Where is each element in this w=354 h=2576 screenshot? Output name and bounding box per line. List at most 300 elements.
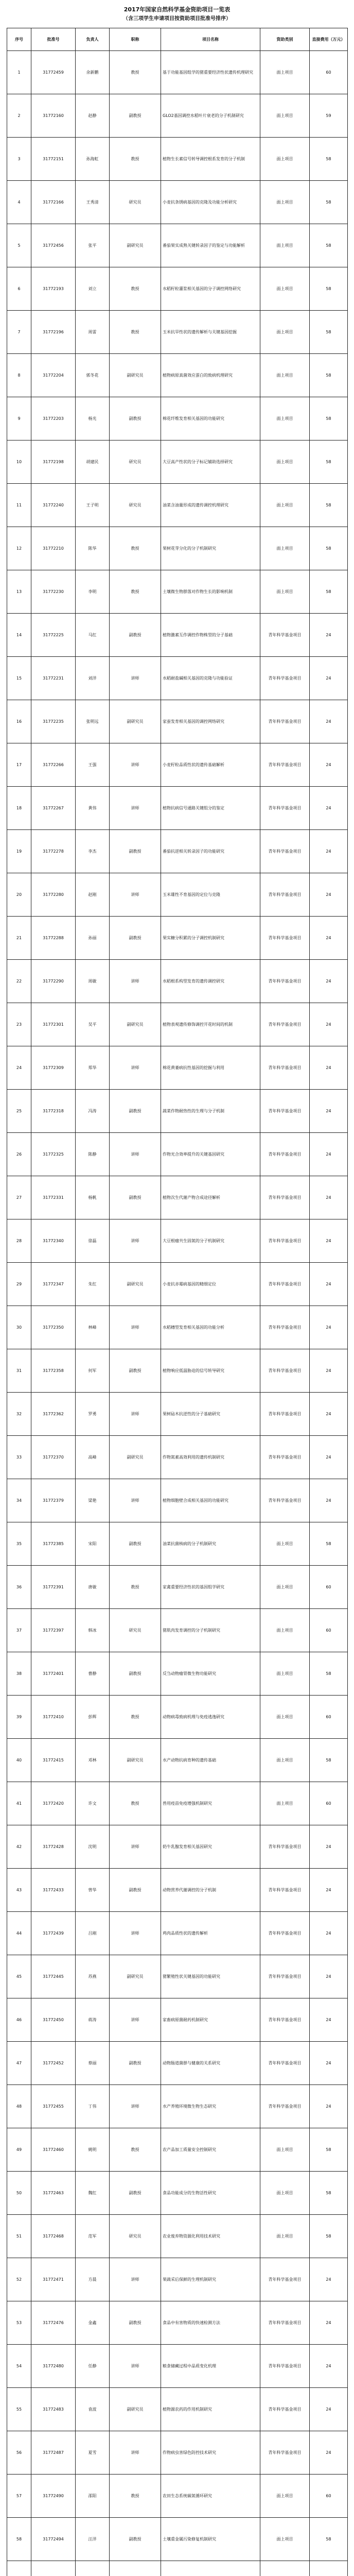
cell-title: 讲师 xyxy=(110,2345,161,2388)
cell-seq: 40 xyxy=(7,1739,31,1782)
cell-name: 蔡丽 xyxy=(76,2042,110,2085)
cell-title: 教授 xyxy=(110,2128,161,2172)
cell-project: 植物病原真菌效应蛋白的致病机理研究 xyxy=(161,354,260,397)
cell-seq: 22 xyxy=(7,960,31,1003)
cell-seq: 53 xyxy=(7,2301,31,2345)
cell-code: 31772362 xyxy=(31,1393,76,1436)
cell-category: 面上项目 xyxy=(260,181,310,224)
table-row xyxy=(7,1912,348,1955)
cell-seq: 30 xyxy=(7,1306,31,1349)
cell-category: 青年科学基金项目 xyxy=(260,1306,310,1349)
cell-project: GLO2基因调控水稻叶片衰老的分子机制研究 xyxy=(161,94,260,138)
table-header-row xyxy=(7,28,348,51)
cell-title: 教授 xyxy=(110,570,161,614)
header-category: 资助类别 xyxy=(260,28,310,51)
cell-project: 油菜抗菌核病的分子机制研究 xyxy=(161,1522,260,1566)
table-row xyxy=(7,1479,348,1522)
cell-funding: 58 xyxy=(310,2518,348,2561)
cell-category: 面上项目 xyxy=(260,138,310,181)
cell-project: 猪繁殖性状关键基因的功能研究 xyxy=(161,1955,260,1998)
cell-title: 副教授 xyxy=(110,2042,161,2085)
cell-code: 31772483 xyxy=(31,2388,76,2431)
cell-seq: 49 xyxy=(7,2128,31,2172)
table-row xyxy=(7,2475,348,2518)
cell-name: 刘洋 xyxy=(76,657,110,700)
cell-funding: 24 xyxy=(310,830,348,873)
cell-seq: 33 xyxy=(7,1436,31,1479)
cell-name: 李明 xyxy=(76,570,110,614)
cell-code: 31772450 xyxy=(31,1998,76,2042)
cell-seq: 26 xyxy=(7,1133,31,1176)
cell-seq: 55 xyxy=(7,2388,31,2431)
table-row xyxy=(7,1046,348,1090)
cell-funding: 58 xyxy=(310,181,348,224)
cell-title: 讲师 xyxy=(110,1393,161,1436)
cell-title: 讲师 xyxy=(110,2085,161,2128)
cell-project: 油菜含油量形成的遗传调控机理研究 xyxy=(161,484,260,527)
table-row xyxy=(7,1652,348,1696)
cell-category: 青年科学基金项目 xyxy=(260,1479,310,1522)
cell-category: 面上项目 xyxy=(260,2215,310,2258)
cell-code: 31772240 xyxy=(31,484,76,527)
cell-code: 31772379 xyxy=(31,1479,76,1522)
cell-project: 果树砧木抗逆性的分子基础研究 xyxy=(161,1393,260,1436)
cell-name: 李杰 xyxy=(76,830,110,873)
cell-name: 马红 xyxy=(76,614,110,657)
cell-category: 面上项目 xyxy=(260,2128,310,2172)
cell-project: 番茄果实成熟关键转录因子的鉴定与功能解析 xyxy=(161,224,260,267)
table-row xyxy=(7,1782,348,1825)
cell-seq: 47 xyxy=(7,2042,31,2085)
cell-funding: 24 xyxy=(310,2345,348,2388)
cell-name: 许文 xyxy=(76,1782,110,1825)
cell-seq: 20 xyxy=(7,873,31,917)
cell-title: 讲师 xyxy=(110,1912,161,1955)
cell-funding: 58 xyxy=(310,2128,348,2172)
cell-title: 副教授 xyxy=(110,2172,161,2215)
cell-funding: 60 xyxy=(310,51,348,94)
table-row xyxy=(7,484,348,527)
table-row xyxy=(7,1436,348,1479)
cell-title: 研究员 xyxy=(110,1609,161,1652)
table-row xyxy=(7,1176,348,1219)
table-row xyxy=(7,1869,348,1912)
cell-code: 31772439 xyxy=(31,1912,76,1955)
cell-funding: 24 xyxy=(310,700,348,743)
cell-name: 赵静 xyxy=(76,94,110,138)
cell-project: 作物光合效率提升的关键基因研究 xyxy=(161,1133,260,1176)
cell-name: 曹静 xyxy=(76,1652,110,1696)
cell-project: 家蚕发育相关基因的调控网络研究 xyxy=(161,700,260,743)
cell-name: 刘立 xyxy=(76,267,110,311)
cell-name: 杨光 xyxy=(76,397,110,440)
cell-funding: 24 xyxy=(310,1046,348,1090)
cell-category: 青年科学基金项目 xyxy=(260,1869,310,1912)
cell-name: 王子明 xyxy=(76,484,110,527)
cell-seq: 4 xyxy=(7,181,31,224)
cell-name: 苏燕 xyxy=(76,1955,110,1998)
cell-title: 讲师 xyxy=(110,657,161,700)
cell-project: 基于功能基因组学的猪重要经济性状遗传机理研究 xyxy=(161,51,260,94)
cell-funding: 60 xyxy=(310,2475,348,2518)
cell-category: 面上项目 xyxy=(260,2172,310,2215)
cell-seq: 39 xyxy=(7,1696,31,1739)
cell-category: 青年科学基金项目 xyxy=(260,657,310,700)
cell-name: 韩冰 xyxy=(76,1609,110,1652)
cell-seq: 41 xyxy=(7,1782,31,1825)
cell-code: 31772196 xyxy=(31,311,76,354)
cell-seq: 15 xyxy=(7,657,31,700)
cell-title: 副教授 xyxy=(110,2518,161,2561)
cell-funding: 24 xyxy=(310,787,348,830)
cell-funding: 24 xyxy=(310,917,348,960)
cell-name: 罗勇 xyxy=(76,1393,110,1436)
cell-name: 魏红 xyxy=(76,2172,110,2215)
table-row xyxy=(7,1696,348,1739)
cell-project: 食品功能成分的生物活性研究 xyxy=(161,2172,260,2215)
header-title: 职称 xyxy=(110,28,161,51)
cell-code: 31772410 xyxy=(31,1696,76,1739)
cell-title: 副教授 xyxy=(110,614,161,657)
cell-funding: 58 xyxy=(310,570,348,614)
cell-title: 副研究员 xyxy=(110,354,161,397)
cell-funding: 24 xyxy=(310,1219,348,1263)
cell-category: 青年科学基金项目 xyxy=(260,960,310,1003)
cell-title: 副教授 xyxy=(110,1522,161,1566)
cell-title: 副教授 xyxy=(110,1349,161,1393)
cell-name: 吴平 xyxy=(76,1003,110,1046)
cell-seq: 48 xyxy=(7,2085,31,2128)
cell-title: 副研究员 xyxy=(110,700,161,743)
table-row xyxy=(7,2345,348,2388)
table-row xyxy=(7,1133,348,1176)
cell-seq: 5 xyxy=(7,224,31,267)
cell-title: 副教授 xyxy=(110,1869,161,1912)
cell-title: 讲师 xyxy=(110,1998,161,2042)
cell-title: 讲师 xyxy=(110,1825,161,1869)
cell-seq: 21 xyxy=(7,917,31,960)
cell-seq: 14 xyxy=(7,614,31,657)
cell-code: 31772428 xyxy=(31,1825,76,1869)
table-row xyxy=(7,2085,348,2128)
cell-code: 31772266 xyxy=(31,743,76,787)
table-row xyxy=(7,2388,348,2431)
cell-funding: 60 xyxy=(310,1609,348,1652)
table-row xyxy=(7,440,348,484)
cell-category: 面上项目 xyxy=(260,311,310,354)
cell-funding: 58 xyxy=(310,224,348,267)
cell-category: 青年科学基金项目 xyxy=(260,1955,310,1998)
cell-title: 讲师 xyxy=(110,873,161,917)
cell-project: 植物细胞壁合成相关基因的功能研究 xyxy=(161,1479,260,1522)
cell-seq: 7 xyxy=(7,311,31,354)
cell-code: 31772166 xyxy=(31,181,76,224)
cell-name: 王秀清 xyxy=(76,181,110,224)
cell-category: 面上项目 xyxy=(260,1782,310,1825)
cell-title: 教授 xyxy=(110,2475,161,2518)
cell-funding: 24 xyxy=(310,960,348,1003)
cell-seq: 43 xyxy=(7,1869,31,1912)
cell-project: 植物生长素信号转导调控根系发育的分子机制 xyxy=(161,138,260,181)
cell-seq: 38 xyxy=(7,1652,31,1696)
cell-seq xyxy=(7,2561,31,2576)
cell-category: 面上项目 xyxy=(260,2475,310,2518)
cell-title: 讲师 xyxy=(110,1133,161,1176)
cell-name: 任静 xyxy=(76,2345,110,2388)
cell-seq: 54 xyxy=(7,2345,31,2388)
cell-funding: 24 xyxy=(310,1393,348,1436)
cell-category: 面上项目 xyxy=(260,1652,310,1696)
cell-project: 鸡肉品质性状的遗传解析 xyxy=(161,1912,260,1955)
cell-title: 副教授 xyxy=(110,1176,161,1219)
cell-category: 面上项目 xyxy=(260,1739,310,1782)
cell-category: 面上项目 xyxy=(260,570,310,614)
cell-funding: 24 xyxy=(310,743,348,787)
cell-project: 农业废弃物资源化利用技术研究 xyxy=(161,2215,260,2258)
cell-code: 31772455 xyxy=(31,2085,76,2128)
header-code: 批准号 xyxy=(31,28,76,51)
cell-name: 唐敏 xyxy=(76,1566,110,1609)
cell-title: 副研究员 xyxy=(110,224,161,267)
cell-title: 副教授 xyxy=(110,1652,161,1696)
cell-funding: 58 xyxy=(310,138,348,181)
table-row xyxy=(7,267,348,311)
cell-code xyxy=(31,2561,76,2576)
cell-title: 教授 xyxy=(110,138,161,181)
cell-seq: 12 xyxy=(7,527,31,570)
cell-name: 邵阳 xyxy=(76,2475,110,2518)
cell-title: 副研究员 xyxy=(110,1003,161,1046)
cell-name: 曾华 xyxy=(76,1869,110,1912)
table-row xyxy=(7,1739,348,1782)
table-row xyxy=(7,917,348,960)
cell-funding: 58 xyxy=(310,2215,348,2258)
cell-funding: 24 xyxy=(310,1825,348,1869)
cell-title: 副研究员 xyxy=(110,1955,161,1998)
cell-category: 青年科学基金项目 xyxy=(260,2301,310,2345)
cell-category: 青年科学基金项目 xyxy=(260,2258,310,2301)
cell-project: 棉花纤维发育相关基因的功能研究 xyxy=(161,397,260,440)
cell-title: 教授 xyxy=(110,311,161,354)
cell-funding: 58 xyxy=(310,1652,348,1696)
cell-category: 青年科学基金项目 xyxy=(260,1133,310,1176)
cell-code: 31772385 xyxy=(31,1522,76,1566)
cell-seq: 27 xyxy=(7,1176,31,1219)
cell-code: 31772301 xyxy=(31,1003,76,1046)
cell-name: 徐磊 xyxy=(76,1219,110,1263)
cell-category: 青年科学基金项目 xyxy=(260,743,310,787)
cell-category: 面上项目 xyxy=(260,1696,310,1739)
cell-title: 研究员 xyxy=(110,440,161,484)
cell-funding: 24 xyxy=(310,1090,348,1133)
cell-title: 讲师 xyxy=(110,1306,161,1349)
table-row xyxy=(7,1566,348,1609)
cell-name: 张明远 xyxy=(76,700,110,743)
cell-seq: 46 xyxy=(7,1998,31,2042)
table-row xyxy=(7,2301,348,2345)
table-row xyxy=(7,570,348,614)
cell-project: 玉米雄性不育基因的定位与克隆 xyxy=(161,873,260,917)
cell-category: 面上项目 xyxy=(260,267,310,311)
cell-funding: 24 xyxy=(310,2431,348,2475)
cell-code: 31772468 xyxy=(31,2215,76,2258)
cell-code: 31772370 xyxy=(31,1436,76,1479)
cell-code: 31772490 xyxy=(31,2475,76,2518)
cell-seq: 1 xyxy=(7,51,31,94)
cell-seq: 19 xyxy=(7,830,31,873)
cell-code: 31772203 xyxy=(31,397,76,440)
cell-title: 教授 xyxy=(110,267,161,311)
cell-title: 副研究员 xyxy=(110,1263,161,1306)
table-row xyxy=(7,2561,348,2576)
table-row xyxy=(7,1609,348,1652)
cell-seq: 42 xyxy=(7,1825,31,1869)
table-row xyxy=(7,181,348,224)
cell-funding: 24 xyxy=(310,1998,348,2042)
cell-code: 31772318 xyxy=(31,1090,76,1133)
cell-title: 教授 xyxy=(110,1696,161,1739)
cell-seq: 50 xyxy=(7,2172,31,2215)
cell-title: 教授 xyxy=(110,51,161,94)
cell-category: 青年科学基金项目 xyxy=(260,1090,310,1133)
cell-category: 面上项目 xyxy=(260,397,310,440)
cell-title: 副教授 xyxy=(110,830,161,873)
cell-code: 31772230 xyxy=(31,570,76,614)
cell-category: 青年科学基金项目 xyxy=(260,614,310,657)
cell-category: 青年科学基金项目 xyxy=(260,2085,310,2128)
table-row xyxy=(7,527,348,570)
cell-code: 31772210 xyxy=(31,527,76,570)
cell-seq: 2 xyxy=(7,94,31,138)
cell-project: 小麦籽粒品质性状的遗传基础解析 xyxy=(161,743,260,787)
cell-project: 动物病毒致病机理与免疫逃逸研究 xyxy=(161,1696,260,1739)
table-row xyxy=(7,2258,348,2301)
cell-code: 31772160 xyxy=(31,94,76,138)
table-row xyxy=(7,397,348,440)
cell-name: 吕刚 xyxy=(76,1912,110,1955)
cell-seq: 3 xyxy=(7,138,31,181)
cell-name: 邓林 xyxy=(76,1739,110,1782)
cell-seq: 51 xyxy=(7,2215,31,2258)
cell-code: 31772459 xyxy=(31,51,76,94)
cell-title xyxy=(110,2561,161,2576)
cell-code: 31772331 xyxy=(31,1176,76,1219)
cell-seq: 52 xyxy=(7,2258,31,2301)
cell-category: 青年科学基金项目 xyxy=(260,1263,310,1306)
cell-project: 植物响应低温胁迫的信号转导研究 xyxy=(161,1349,260,1393)
cell-name: 金鑫 xyxy=(76,2301,110,2345)
cell-code: 31772415 xyxy=(31,1739,76,1782)
cell-project: 水产养殖环境微生物生态研究 xyxy=(161,2085,260,2128)
cell-category: 面上项目 xyxy=(260,224,310,267)
cell-name: 赵刚 xyxy=(76,873,110,917)
table-row xyxy=(7,1998,348,2042)
cell-title: 副研究员 xyxy=(110,1739,161,1782)
cell-project xyxy=(161,2561,260,2576)
cell-category: 青年科学基金项目 xyxy=(260,1176,310,1219)
cell-funding: 58 xyxy=(310,2172,348,2215)
cell-funding xyxy=(310,2561,348,2576)
cell-code: 31772463 xyxy=(31,2172,76,2215)
cell-name: 余新鹏 xyxy=(76,51,110,94)
cell-seq: 11 xyxy=(7,484,31,527)
cell-funding: 24 xyxy=(310,2085,348,2128)
cell-seq: 9 xyxy=(7,397,31,440)
cell-seq: 10 xyxy=(7,440,31,484)
cell-category: 青年科学基金项目 xyxy=(260,700,310,743)
table-body xyxy=(7,51,348,2576)
cell-funding: 60 xyxy=(310,1566,348,1609)
cell-seq: 37 xyxy=(7,1609,31,1652)
cell-category: 青年科学基金项目 xyxy=(260,2388,310,2431)
cell-funding: 60 xyxy=(310,1782,348,1825)
cell-category: 面上项目 xyxy=(260,51,310,94)
cell-name: 陈华 xyxy=(76,527,110,570)
cell-project: 反刍动物瘤胃微生物功能研究 xyxy=(161,1652,260,1696)
table-row xyxy=(7,657,348,700)
cell-name: 梁艳 xyxy=(76,1479,110,1522)
cell-name: 何军 xyxy=(76,1349,110,1393)
cell-category: 青年科学基金项目 xyxy=(260,1003,310,1046)
header-funding: 直接费用（万元） xyxy=(310,28,348,51)
table-row xyxy=(7,1263,348,1306)
cell-code: 31772347 xyxy=(31,1263,76,1306)
cell-name: 孙丽 xyxy=(76,917,110,960)
cell-name: 陈静 xyxy=(76,1133,110,1176)
cell-name: 黄伟 xyxy=(76,787,110,830)
table-row xyxy=(7,224,348,267)
cell-name: 冯涛 xyxy=(76,1090,110,1133)
cell-code: 31772350 xyxy=(31,1306,76,1349)
cell-category: 青年科学基金项目 xyxy=(260,1046,310,1090)
cell-title: 讲师 xyxy=(110,1479,161,1522)
cell-project: 植物次生代谢产物合成途径解析 xyxy=(161,1176,260,1219)
cell-project: 动物营养代谢调控的分子机制 xyxy=(161,1869,260,1912)
cell-code: 31772391 xyxy=(31,1566,76,1609)
table-row xyxy=(7,2128,348,2172)
cell-project: 植物抗病信号通路关键组分的鉴定 xyxy=(161,787,260,830)
cell-project: 动物肠道菌群与健康的关系研究 xyxy=(161,2042,260,2085)
cell-code: 31772204 xyxy=(31,354,76,397)
cell-name: 朱红 xyxy=(76,1263,110,1306)
cell-project: 小麦抗条锈病基因的克隆及功能分析研究 xyxy=(161,181,260,224)
table-row xyxy=(7,1003,348,1046)
cell-project: 水稻穗型发育相关基因的功能分析 xyxy=(161,1306,260,1349)
cell-code: 31772476 xyxy=(31,2301,76,2345)
cell-code: 31772420 xyxy=(31,1782,76,1825)
cell-project: 作物氮素高效利用的遗传机制研究 xyxy=(161,1436,260,1479)
cell-seq: 45 xyxy=(7,1955,31,1998)
table-row xyxy=(7,743,348,787)
cell-seq: 17 xyxy=(7,743,31,787)
cell-title: 教授 xyxy=(110,527,161,570)
table-row xyxy=(7,2172,348,2215)
cell-code: 31772487 xyxy=(31,2431,76,2475)
cell-title: 副教授 xyxy=(110,94,161,138)
cell-code: 31772494 xyxy=(31,2518,76,2561)
cell-project: 蔬菜作物耐热性的生理与分子机制 xyxy=(161,1090,260,1133)
cell-code: 31772288 xyxy=(31,917,76,960)
header-name: 负责人 xyxy=(76,28,110,51)
cell-funding: 58 xyxy=(310,527,348,570)
cell-code: 31772445 xyxy=(31,1955,76,1998)
cell-code: 31772278 xyxy=(31,830,76,873)
cell-title: 讲师 xyxy=(110,2258,161,2301)
cell-funding: 24 xyxy=(310,2258,348,2301)
cell-seq: 16 xyxy=(7,700,31,743)
cell-seq: 56 xyxy=(7,2431,31,2475)
cell-category: 青年科学基金项目 xyxy=(260,1825,310,1869)
